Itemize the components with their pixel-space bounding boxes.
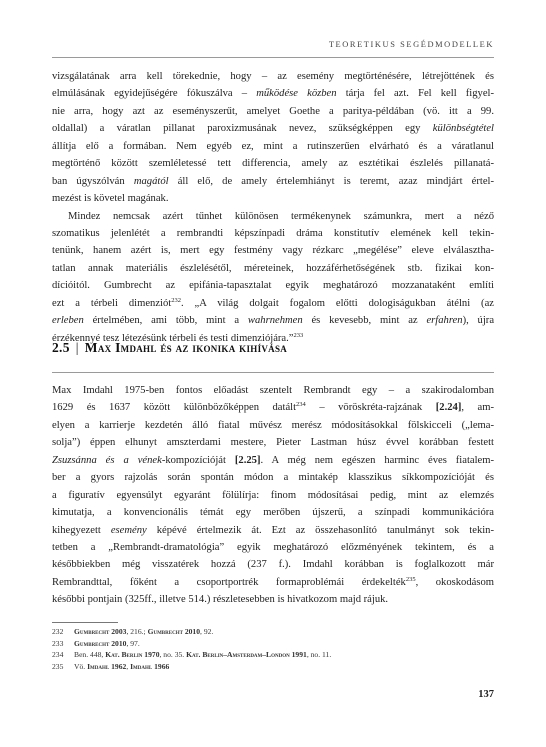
text-line: mezést is követel magának. xyxy=(52,193,169,205)
footnote-item xyxy=(52,626,494,638)
text-line: vizsgálatának arra kell törekednie, hogy – az esemény megtörténésére, létrejöttének és xyxy=(52,71,494,82)
citation-text: Vö. xyxy=(74,661,88,671)
text-line: kihegyezett esemény képévé értelmezik át. Ezt az összehasonlító tanulmányt sok tekin- xyxy=(52,524,494,536)
section-title: Max Imdahl és az ikonika kihívása xyxy=(84,340,288,355)
text-line: elmúlásának egyidejűségére fókuszálva – működése közben tárja fel azt. Fel kell figyel- xyxy=(52,88,494,100)
text-line: solja”) éppen elhunyt amszterdami mestere, Pieter Lastman húsz évvel korábban festett xyxy=(52,437,494,449)
citation-text: , 97. xyxy=(126,638,140,648)
paragraph-3 xyxy=(52,382,494,609)
text-line: ban úgyszólván magától áll elő, de amely értelemhiányt is teremt, azaz mindjárt értel- xyxy=(52,175,494,187)
text-line: tatlan annak materiális észlelésétől, méreteinek, hozzáférhetőségének stb. fizikai kon- xyxy=(52,262,494,274)
citation-text: , xyxy=(126,661,131,671)
text-line: erleben értelmében, ami több, mint a wahrnehmen és kevesebb, mint az erfahren), újra xyxy=(52,315,494,327)
footnote-number: 233 xyxy=(52,638,64,648)
section-divider: | xyxy=(75,340,79,355)
citation-text: , 216.; xyxy=(126,627,148,636)
text-line: nie arra, hogy azt az eseményszerűt, amelyet Goethe a paritya-példában (vö. itt a 99. xyxy=(52,105,494,117)
text-line: oldallal) a váratlan pillanat paroxizmusának nevez, szükségképpen egy különbségtétel xyxy=(52,123,494,135)
citation-author: Imdahl 1962 xyxy=(87,661,127,671)
text-line: későbbiekben még visszatérek hozzá (237 f.). Imdahl korábban is foglalkozott már xyxy=(52,559,494,571)
section-heading xyxy=(52,340,287,356)
text-line: későbbi pontjain (325ff., illetve 514.) részletesebben is hivatkozom majd rájuk. xyxy=(52,594,389,606)
footnote-rule xyxy=(52,622,118,623)
text-line: Mindez nemcsak azért tűnhet különösen termékenynek számunkra, mert a néző xyxy=(68,210,494,222)
header-rule xyxy=(52,57,494,58)
citation-author: Gumbrecht 2003 xyxy=(74,627,127,636)
text-line: Zsuzsánna és a vének-kompozícióját [2.25]. A még nem egészen harminc éves fiatalem- xyxy=(52,454,494,466)
text-line: érzékennyé tesz létezésünk térbeli és testi dimenziójára.”$^{233}$ xyxy=(52,331,304,344)
citation-text: , 92. xyxy=(200,627,214,636)
footnote-number: 234 xyxy=(52,650,64,660)
text-line: dícióitól. Gumbrecht az epifánia-tapasztalat egyik meghatározó mozzanataként említi xyxy=(52,280,494,292)
footnote-number: 235 xyxy=(52,661,64,671)
footnote-item xyxy=(52,661,494,673)
footnote-ref: 235 xyxy=(405,575,416,583)
text-line: szomatikus jelenlétét a rembrandti képszínpadi dráma konstitutív elemének kell tekin- xyxy=(52,228,494,240)
footnotes xyxy=(52,626,494,672)
citation-author: Kat. Berlin–Amsterdam–London 1991 xyxy=(186,650,307,660)
page-number: 137 xyxy=(478,689,494,700)
paragraph-2 xyxy=(52,208,494,348)
text-line: tetben a „Rembrandt-dramatológia” egyik meghatározó előzményének tekintem, és a xyxy=(52,541,494,553)
citation-author: Kat. Berlin 1970 xyxy=(105,650,160,660)
figure-ref: [2.24] xyxy=(435,402,462,414)
footnote-item xyxy=(52,638,494,650)
running-head: TEORETIKUS SEGÉDMODELLEK xyxy=(328,40,494,49)
figure-ref: [2.25] xyxy=(234,454,261,466)
text-line: elyen a karrierje kezdetén álló fiatal művész merész módosításokkal fölskicceli („lema- xyxy=(52,419,494,431)
text-line: kimutatja, a konvencionális témát egy merőben újszerű, a színpadi kommunikációra xyxy=(52,507,494,519)
citation-author: Imdahl 1966 xyxy=(130,661,170,671)
text-line: tenünk, hanem azért is, mert egy festmény vagy rézkarc „megélése” eleve elválasztha- xyxy=(52,245,494,257)
section-number: 2.5 xyxy=(52,340,70,355)
citation-author: Gumbrecht 2010 xyxy=(74,638,127,648)
text-line: Max Imdahl 1975-ben fontos előadást szentelt Rembrandt egy – a szakirodalomban xyxy=(52,385,494,396)
footnote-ref: 232 xyxy=(171,296,181,304)
citation-text: Ben. 448, xyxy=(74,650,106,660)
text-line: megtörténő között szemléletessé tett differencia, amely az esztétikai észlelés pillanatá- xyxy=(52,158,494,170)
text-line: Rembrandttal, főként a csoportportrék formaproblémái érdekelték$^{235}$, okoskodásom xyxy=(52,575,494,588)
footnote-ref: 234 xyxy=(296,401,306,409)
paragraph-1 xyxy=(52,68,494,208)
text-line: ezt a térbeli dimenziót$^{232}$. „A világ dolgait fogalom előtti dologiságukban átélni (az xyxy=(52,296,494,309)
text-line: a figuratív egyensúlyt egyaránt fölülírja: finom módosításai pedig, mint az elemzés xyxy=(52,489,494,501)
citation-text: , no. 11. xyxy=(306,650,332,660)
text-line: 1629 és 1637 között különbözőképpen datált$^{234}$ – vöröskréta-rajzának [2.24], am- xyxy=(52,401,494,414)
footnote-number: 232 xyxy=(52,627,64,636)
footnote-item xyxy=(52,649,494,661)
text-line: állítja elő a formában. Nem egyéb ez, mint a rutinszerűen elvárható és a váratlanul xyxy=(52,140,494,152)
section-rule xyxy=(52,372,494,373)
citation-text: , no. 35. xyxy=(159,650,187,660)
footnote-ref: 233 xyxy=(293,331,304,339)
citation-author: Gumbrecht 2010 xyxy=(147,627,201,636)
text-line: ber a gyors rajzolás során spontán módon a mintakép klasszikus síkkompozícióját és xyxy=(52,472,494,484)
